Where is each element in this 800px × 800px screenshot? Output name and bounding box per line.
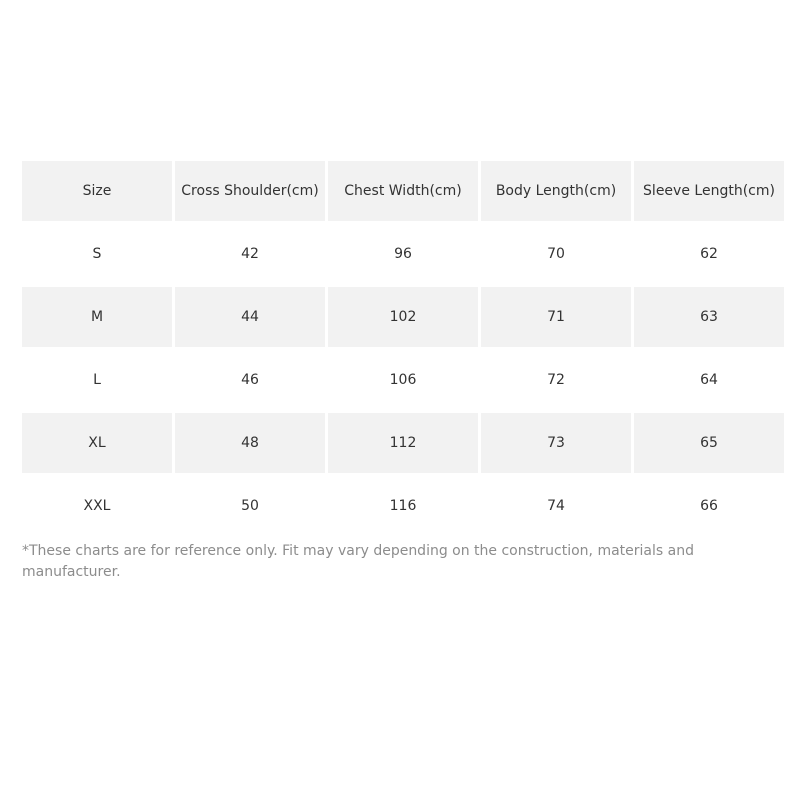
cell-body-length: 70	[547, 246, 565, 262]
table-header-row	[22, 161, 784, 221]
cell-sleeve-length: 65	[634, 413, 784, 473]
cell-chest-width: 112	[328, 413, 478, 473]
table-row	[22, 350, 784, 410]
cell-chest-width: 106	[389, 372, 417, 388]
cell-cross-shoulder: 42	[241, 246, 259, 262]
header-chest-width: Chest Width(cm)	[328, 161, 478, 221]
table-row	[22, 413, 784, 473]
cell-body-length: 71	[481, 287, 631, 347]
cell-body-length: 74	[547, 498, 565, 514]
cell-sleeve-length: 62	[700, 246, 718, 262]
cell-sleeve-length: 66	[700, 498, 718, 514]
cell-cross-shoulder: 48	[175, 413, 325, 473]
cell-cross-shoulder: 46	[241, 372, 259, 388]
table-row	[22, 224, 784, 284]
cell-cross-shoulder: 50	[241, 498, 259, 514]
cell-body-length: 72	[547, 372, 565, 388]
cell-chest-width: 96	[394, 246, 412, 262]
cell-sleeve-length: 64	[700, 372, 718, 388]
header-size: Size	[22, 161, 172, 221]
header-body-length: Body Length(cm)	[481, 161, 631, 221]
table-row	[22, 476, 784, 536]
cell-body-length: 73	[481, 413, 631, 473]
table-row	[22, 287, 784, 347]
cell-cross-shoulder: 44	[175, 287, 325, 347]
cell-size: S	[92, 246, 102, 262]
cell-chest-width: 116	[389, 498, 417, 514]
disclaimer-note: *These charts are for reference only. Fit may vary depending on the construction, materials and manufacturer.	[22, 543, 694, 580]
cell-size: XXL	[83, 498, 111, 514]
size-chart-table	[19, 158, 787, 539]
cell-chest-width: 102	[328, 287, 478, 347]
cell-size: L	[93, 372, 101, 388]
cell-size: XL	[22, 413, 172, 473]
cell-size: M	[22, 287, 172, 347]
cell-sleeve-length: 63	[634, 287, 784, 347]
header-cross-shoulder: Cross Shoulder(cm)	[175, 161, 325, 221]
header-sleeve-length: Sleeve Length(cm)	[634, 161, 784, 221]
